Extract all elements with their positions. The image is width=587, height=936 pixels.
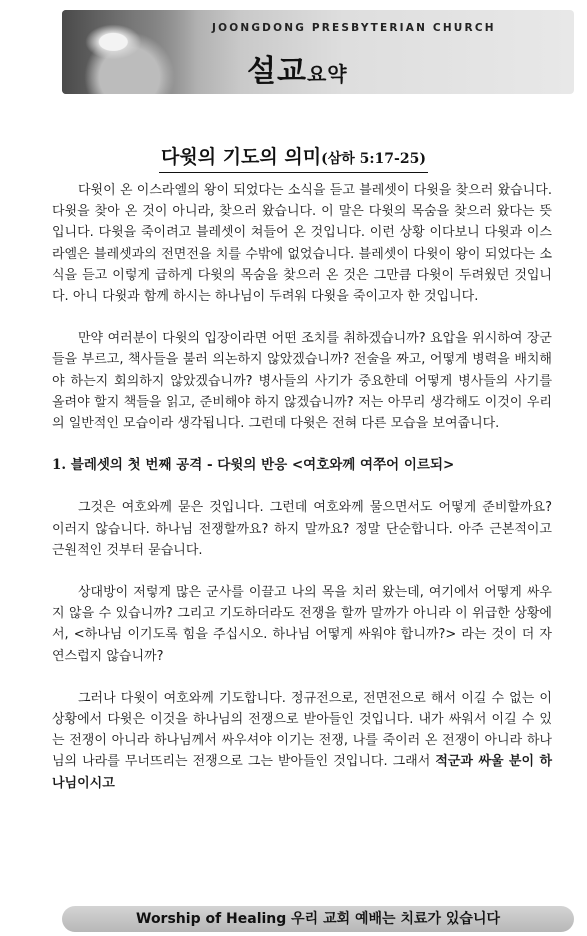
church-name: JOONGDONG PRESBYTERIAN CHURCH — [212, 22, 496, 34]
section-title — [247, 46, 348, 90]
sermon-title — [159, 142, 428, 173]
paragraph: 다윗이 온 이스라엘의 왕이 되었다는 소식을 듣고 블레셋이 다윗을 찾으러 왔습니다. 다윗을 찾아 온 것이 아니라, 찾으러 왔습니다. 이 말은 다윗의 목숨을 찾으러 왔다는 뜻입니다. 다윗을 죽이려고 블레셋이 쳐들어 온 것입니다. 이런 상황 이다보니 다윗과 이스라엘은 블레셋과의 전면전을 치를 수밖에 없었습니다. 블레셋이 다윗이 왕이 되었다는 소식을 듣고 이렇게 급하게 다윗의 목숨을 찾으러 온 것은 그만큼 다윗이 두려웠던 것입니다. 아니 다윗과 함께 하시는 하나님이 두려워 다윗을 죽이고자 한 것입니다. — [52, 183, 552, 305]
paragraph: 상대방이 저렇게 많은 군사를 이끌고 나의 목을 치러 왔는데, 여기에서 어떻게 싸우지 않을 수 있습니까? 그리고 기도하더라도 전쟁을 할까 말까가 아니라 이 위급한 상황에서, <하나님 이기도록 힘을 주십시오. 하나님 어떻게 싸워야 합니까?> 라는 것이 더 자연스럽지 않습니까? — [52, 585, 552, 664]
paragraph — [52, 688, 552, 794]
header-banner — [62, 10, 574, 94]
section-title-main: 설교 — [247, 54, 307, 89]
paragraph-text: 그러나 다윗이 여호와께 기도합니다. 정규전으로, 전면전으로 해서 이길 수 없는 이 상황에서 다윗은 이것을 하나님의 전쟁으로 받아들인 것입니다. 내가 싸워서 이길 수 있는 전쟁이 아니라 하나님께서 싸우셔야 이기는 전쟁, 나를 죽이러 온 전쟁이 아니라 하나님의 나라를 무너뜨리는 전쟁으로 그는 받아들인 것입니다. 그래서 — [52, 690, 552, 770]
sermon-body — [52, 180, 552, 794]
section-heading: 1. 블레셋의 첫 번째 공격 - 다윗의 반응 <여호와께 여쭈어 이르되> — [52, 457, 455, 474]
emphasized-text: 적군과 싸울 분이 하나님이시고 — [52, 754, 552, 791]
section-title-small: 요약 — [306, 62, 348, 86]
praying-woman-photo — [62, 10, 197, 94]
paragraph: 만약 여러분이 다윗의 입장이라면 어떤 조치를 취하겠습니까? 요압을 위시하여 장군들을 부르고, 책사들을 불러 의논하지 않았겠습니까? 전술을 짜고, 어떻게 병력을 배치해야 하는지 회의하지 않았겠습니까? 병사들의 사기가 중요한데 어떻게 병사들의 사기를 올려야 할지 책들을 읽고, 준비해야 하지 않겠습니까? 저는 아무리 생각해도 이것이 우리의 일반적인 모습이라 생각됩니다. 그런데 다윗은 전혀 다른 모습을 보여줍니다. — [52, 331, 552, 432]
sermon-title-text: 다윗의 기도의 의미 — [161, 146, 322, 168]
paragraph: 그것은 여호와께 묻은 것입니다. 그런데 여호와께 물으면서도 어떻게 준비할까요? 이러지 않습니다. 하나님 전쟁할까요? 하지 말까요? 정말 단순합니다. 아주 근본적이고 근원적인 것부터 묻습니다. — [52, 500, 552, 558]
sermon-title-wrap — [0, 142, 587, 173]
footer-banner: Worship of Healing 우리 교회 예배는 치료가 있습니다 — [62, 906, 574, 932]
scripture-reference: (삼하 5:17-25) — [321, 151, 426, 167]
